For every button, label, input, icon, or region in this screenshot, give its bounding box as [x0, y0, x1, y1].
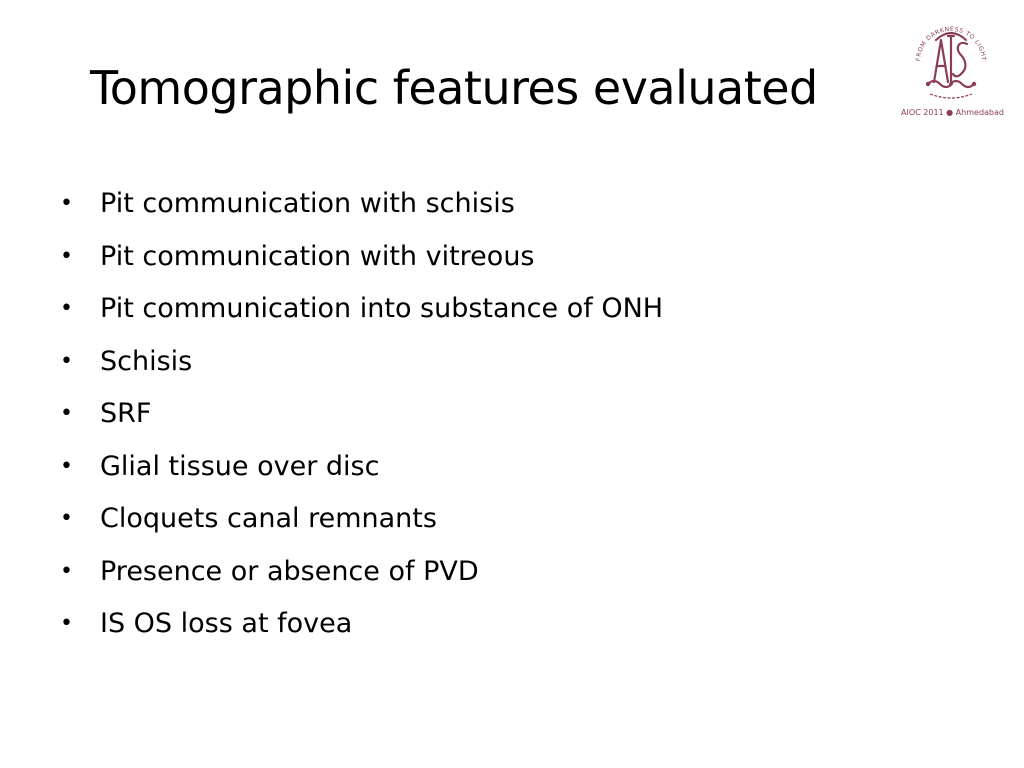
- list-item: [60, 546, 663, 599]
- bullet-icon: •: [60, 506, 73, 531]
- bullet-icon: •: [60, 401, 73, 426]
- list-item-text: Pit communication into substance of ONH: [100, 293, 664, 324]
- aioc-emblem-icon: [906, 18, 996, 104]
- logo-motto: FROM DARKNESS TO LIGHT: [914, 25, 988, 62]
- list-item-text: SRF: [100, 398, 152, 429]
- list-item-text: IS OS loss at fovea: [100, 608, 353, 639]
- list-item: [60, 598, 663, 651]
- slide-title: Tomographic features evaluated: [90, 61, 818, 115]
- list-item-text: Glial tissue over disc: [100, 450, 380, 482]
- list-item-text: Schisis: [100, 345, 193, 377]
- aioc-logo: [890, 18, 1015, 123]
- list-item-text: Presence or absence of PVD: [100, 555, 479, 587]
- bullet-icon: •: [60, 611, 73, 636]
- bullet-icon: •: [60, 191, 73, 216]
- bullet-list: [60, 178, 663, 651]
- list-item: [60, 178, 663, 231]
- list-item: [60, 231, 663, 284]
- list-item-text: Pit communication with schisis: [100, 188, 515, 219]
- bullet-icon: •: [60, 558, 73, 584]
- list-item: [60, 336, 663, 389]
- list-item-text: Pit communication with vitreous: [100, 240, 535, 272]
- list-item: [60, 441, 663, 494]
- list-item: [60, 493, 663, 546]
- list-item-text: Cloquets canal remnants: [100, 503, 437, 534]
- logo-caption: AIOC 2011 ● Ahmedabad: [901, 108, 1004, 117]
- bullet-icon: •: [60, 243, 73, 269]
- bullet-icon: •: [60, 348, 73, 374]
- list-item: [60, 283, 663, 336]
- list-item: [60, 388, 663, 441]
- bullet-icon: •: [60, 296, 73, 321]
- bullet-icon: •: [60, 453, 73, 479]
